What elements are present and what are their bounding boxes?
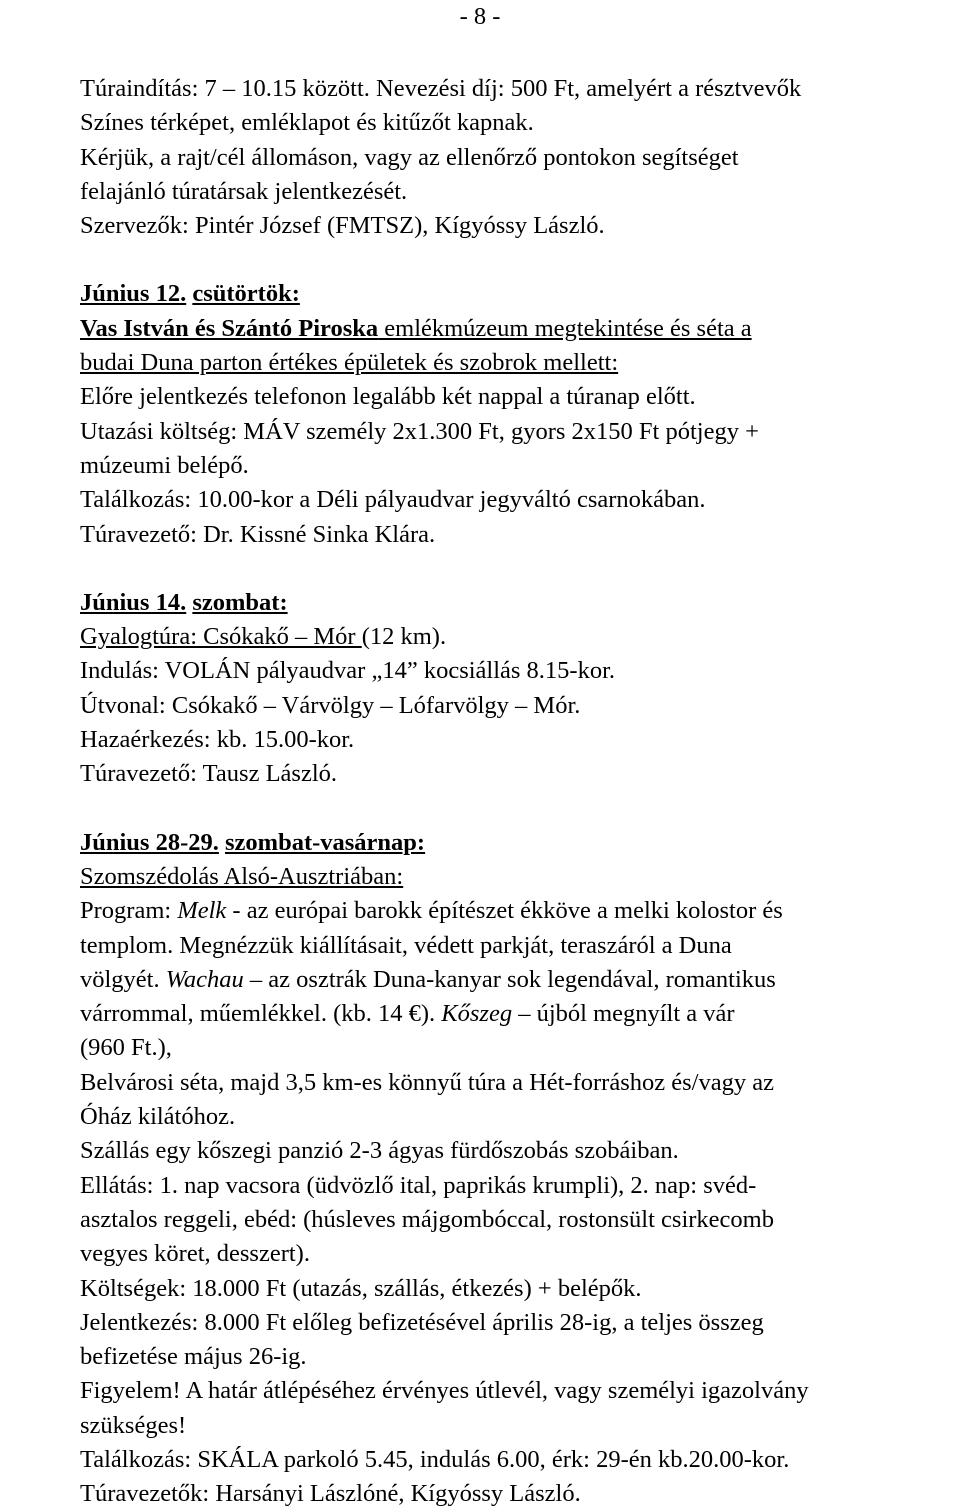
event-line: Találkozás: SKÁLA parkoló 5.45, indulás 6.00, érk: 29-én kb.20.00-kor.: [80, 1445, 790, 1473]
event-title: [80, 620, 955, 654]
event-line: Szállás egy kőszegi panzió 2-3 ágyas fürdőszobás szobáiban.: [80, 1137, 679, 1165]
event-line: Figyelem! A határ átlépéséhez érvényes útlevél, vagy személyi igazolvány: [80, 1377, 809, 1405]
event-heading: [80, 826, 955, 860]
event-line: Belvárosi séta, majd 3,5 km-es könnyű túra a Hét-forráshoz és/vagy az: [80, 1068, 774, 1096]
page-number: - 8 -: [459, 3, 501, 30]
event-line: Jelentkezés: 8.000 Ft előleg befizetésével április 28-ig, a teljes összeg: [80, 1308, 764, 1336]
event-line: befizetése május 26-ig.: [80, 1343, 307, 1371]
event-line: Hazaérkezés: kb. 15.00-kor.: [80, 726, 355, 754]
intro-line: Túraindítás: 7 – 10.15 között. Nevezési díj: 500 Ft, amelyért a résztvevők: [80, 75, 802, 102]
event-line: [80, 997, 955, 1031]
event-line: múzeumi belépő.: [80, 451, 249, 479]
place-melk: Melk: [177, 897, 227, 925]
intro-line: Szervezők: Pintér József (FMTSZ), Kígyóssy László.: [80, 212, 605, 240]
event-line: vegyes köret, desszert).: [80, 1240, 310, 1268]
text-span: – az osztrák Duna-kanyar sok legendával, romantikus: [243, 965, 776, 993]
event-heading: [80, 586, 955, 620]
event-line: Utazási költség: MÁV személy 2x1.300 Ft, gyors 2x150 Ft pótjegy +: [80, 417, 759, 445]
text-span: Program:: [80, 897, 178, 925]
event-june-12: [80, 277, 955, 551]
event-line: asztalos reggeli, ebéd: (húsleves májgombóccal, rostonsült csirkecomb: [80, 1205, 774, 1233]
event-date: Június 12.: [80, 280, 187, 308]
event-day: szombat:: [192, 588, 288, 616]
place-wachau: Wachau: [165, 965, 244, 993]
event-line: Túravezető: Dr. Kissné Sinka Klára.: [80, 520, 436, 548]
event-line: Előre jelentkezés telefonon legalább két nappal a túranap előtt.: [80, 383, 696, 411]
event-day: csütörtök:: [192, 280, 300, 308]
event-line: Indulás: VOLÁN pályaudvar „14” kocsiállás 8.15-kor.: [80, 657, 616, 685]
event-line: Túravezetők: Harsányi Lászlóné, Kígyóssy László.: [80, 1480, 581, 1508]
text-span: várrommal, műemlékkel. (kb. 14 €).: [80, 1000, 442, 1028]
event-line: (960 Ft.),: [80, 1034, 172, 1062]
intro-line: Kérjük, a rajt/cél állomáson, vagy az ellenőrző pontokon segítséget: [80, 143, 739, 171]
place-koszeg: Kőszeg: [441, 1000, 513, 1028]
event-line: [80, 963, 955, 997]
event-title: [80, 312, 955, 346]
event-heading: [80, 277, 955, 311]
text-span: - az európai barokk építészet ékköve a melki kolostor és: [226, 897, 783, 925]
event-title-underlined: Gyalogtúra: Csókakő – Mór: [80, 623, 362, 651]
event-title-bold: Vas István és Szántó Piroska: [80, 314, 379, 342]
intro-line: felajánló túratársak jelentkezését.: [80, 177, 408, 205]
event-line: szükséges!: [80, 1411, 187, 1439]
text-span: – újból megnyílt a vár: [512, 1000, 735, 1028]
intro-line: Színes térképet, emléklapot és kitűzőt kapnak.: [80, 109, 534, 137]
event-line: Ellátás: 1. nap vacsora (üdvözlő ital, paprikás krumpli), 2. nap: svéd-: [80, 1171, 757, 1199]
event-line: Túravezető: Tausz László.: [80, 760, 338, 788]
event-title-rest: (12 km).: [361, 623, 447, 651]
event-title-rest: emlékmúzeum megtekintése és séta a: [378, 314, 752, 342]
event-line: [80, 894, 955, 928]
event-title: Szomszédolás Alsó-Ausztriában:: [80, 862, 404, 890]
event-line: Útvonal: Csókakő – Várvölgy – Lófarvölgy – Mór.: [80, 691, 581, 719]
intro-section: [80, 72, 955, 243]
event-june-28-29: [80, 826, 955, 1512]
event-line: Költségek: 18.000 Ft (utazás, szállás, étkezés) + belépők.: [80, 1274, 642, 1302]
event-date: Június 28-29.: [80, 828, 219, 856]
event-june-14: [80, 586, 955, 792]
text-span: völgyét.: [80, 965, 166, 993]
event-day: szombat-vasárnap:: [225, 828, 426, 856]
event-line: templom. Megnézzük kiállításait, védett parkját, teraszáról a Duna: [80, 931, 732, 959]
event-line: Óház kilátóhoz.: [80, 1103, 236, 1131]
event-line: Találkozás: 10.00-kor a Déli pályaudvar jegyváltó csarnokában.: [80, 486, 706, 514]
event-title-line2: budai Duna parton értékes épületek és szobrok mellett:: [80, 349, 619, 377]
document-body: [80, 72, 955, 1512]
event-date: Június 14.: [80, 588, 187, 616]
